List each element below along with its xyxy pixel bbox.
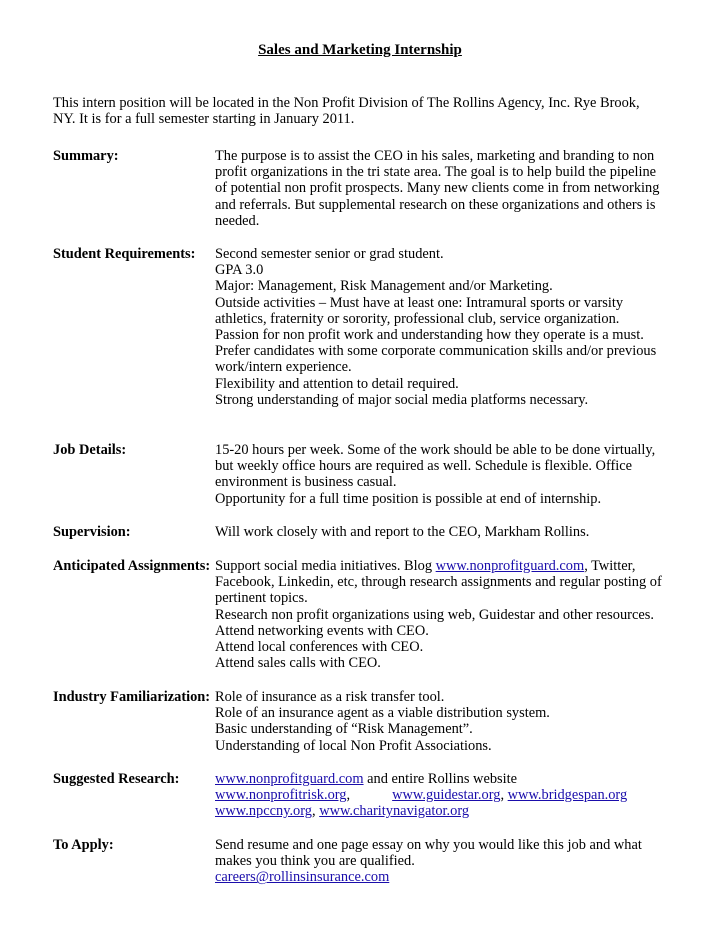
charitynavigator-link[interactable]: www.charitynavigator.org [319, 803, 470, 820]
apply-line: makes you think you are qualified. [215, 853, 415, 870]
research-content [215, 771, 715, 820]
research-text: , [500, 787, 508, 804]
research-line [215, 803, 715, 819]
npccny-link[interactable]: www.npccny.org [215, 803, 312, 820]
summary-line: and referrals. But supplemental research on these organizations and others is [215, 196, 656, 213]
assignments-label: Anticipated Assignments: [53, 558, 211, 574]
requirement-line: work/intern experience. [215, 359, 352, 376]
research-label: Suggested Research: [53, 771, 180, 787]
guidestar-link[interactable]: www.guidestar.org [392, 787, 501, 804]
requirement-line: Second semester senior or grad student. [215, 246, 444, 262]
summary-line: of potential non profit prospects. Many new clients come in from networking [215, 180, 660, 197]
job-details-line: but weekly office hours are required as well. Schedule is flexible. Office [215, 458, 633, 475]
assignments-content [215, 558, 715, 671]
requirements-label: Student Requirements: [53, 246, 196, 262]
summary-label: Summary: [53, 148, 119, 164]
assignment-text: , Twitter, [584, 558, 636, 574]
research-text: and entire Rollins website [363, 771, 518, 787]
research-line [215, 771, 715, 787]
requirement-line: Prefer candidates with some corporate communication skills and/or previous [215, 343, 657, 360]
requirement-line: Outside activities – Must have at least one: Intramural sports or varsity [215, 294, 624, 311]
requirement-line: Strong understanding of major social media platforms necessary. [215, 391, 589, 408]
apply-line [215, 869, 715, 885]
job-details-line: Opportunity for a full time position is possible at end of internship. [215, 490, 602, 507]
job-details-line: environment is business casual. [215, 474, 397, 491]
assignment-line [215, 558, 715, 574]
apply-label: To Apply: [53, 837, 114, 853]
requirement-line: Major: Management, Risk Management and/or Marketing. [215, 278, 553, 295]
familiarization-line: Understanding of local Non Profit Associations. [215, 737, 492, 754]
intro-line: This intern position will be located in the Non Profit Division of The Rollins Agency, Inc. Rye Brook, [53, 95, 640, 111]
requirements-content [215, 246, 715, 408]
research-text: , [311, 803, 320, 820]
nonprofitrisk-link[interactable]: www.nonprofitrisk.org [215, 787, 347, 804]
requirement-line: Flexibility and attention to detail required. [215, 375, 459, 392]
supervision-line: Will work closely with and report to the CEO, Markham Rollins. [215, 524, 590, 540]
supervision-content [215, 524, 715, 540]
familiarization-label: Industry Familiarization: [53, 689, 211, 705]
requirement-line: GPA 3.0 [215, 262, 264, 279]
summary-line: profit organizations in the tri state area. The goal is to help build the pipeline [215, 164, 657, 181]
supervision-label: Supervision: [53, 524, 131, 540]
blog-link[interactable]: www.nonprofitguard.com [435, 558, 585, 574]
familiarization-line: Basic understanding of “Risk Management”. [215, 721, 473, 738]
job-details-label: Job Details: [53, 442, 127, 458]
familiarization-line: Role of insurance as a risk transfer tool. [215, 689, 445, 705]
assignment-line: Facebook, Linkedin, etc, through research assignments and regular posting of [215, 574, 662, 591]
careers-email-link[interactable]: careers@rollinsinsurance.com [215, 869, 390, 886]
research-text: , [346, 787, 351, 804]
assignment-text: Support social media initiatives. Blog [215, 558, 436, 574]
intro-line: NY. It is for a full semester starting in January 2011. [53, 111, 355, 128]
summary-line: needed. [215, 212, 260, 229]
job-details-content [215, 442, 715, 507]
nonprofitguard-link[interactable]: www.nonprofitguard.com [215, 771, 364, 787]
requirement-line: Passion for non profit work and understanding how they operate is a must. [215, 327, 644, 344]
summary-line: The purpose is to assist the CEO in his sales, marketing and branding to non [215, 148, 655, 164]
assignment-line: Attend sales calls with CEO. [215, 655, 381, 672]
research-line [215, 787, 715, 803]
assignment-line: Attend local conferences with CEO. [215, 639, 424, 656]
assignment-line: Research non profit organizations using web, Guidestar and other resources. [215, 606, 654, 623]
apply-content [215, 837, 715, 886]
requirement-line: athletics, fraternity or sorority, professional club, service organization. [215, 310, 620, 327]
assignment-line: pertinent topics. [215, 590, 308, 607]
assignment-line: Attend networking events with CEO. [215, 622, 429, 639]
apply-line: Send resume and one page essay on why you would like this job and what [215, 837, 642, 853]
intro-paragraph [53, 95, 693, 127]
summary-content [215, 148, 715, 229]
familiarization-content [215, 689, 715, 754]
familiarization-line: Role of an insurance agent as a viable distribution system. [215, 705, 550, 722]
document-title: Sales and Marketing Internship [258, 42, 462, 58]
bridgespan-link[interactable]: www.bridgespan.org [507, 787, 628, 804]
job-details-line: 15-20 hours per week. Some of the work should be able to be done virtually, [215, 442, 656, 458]
